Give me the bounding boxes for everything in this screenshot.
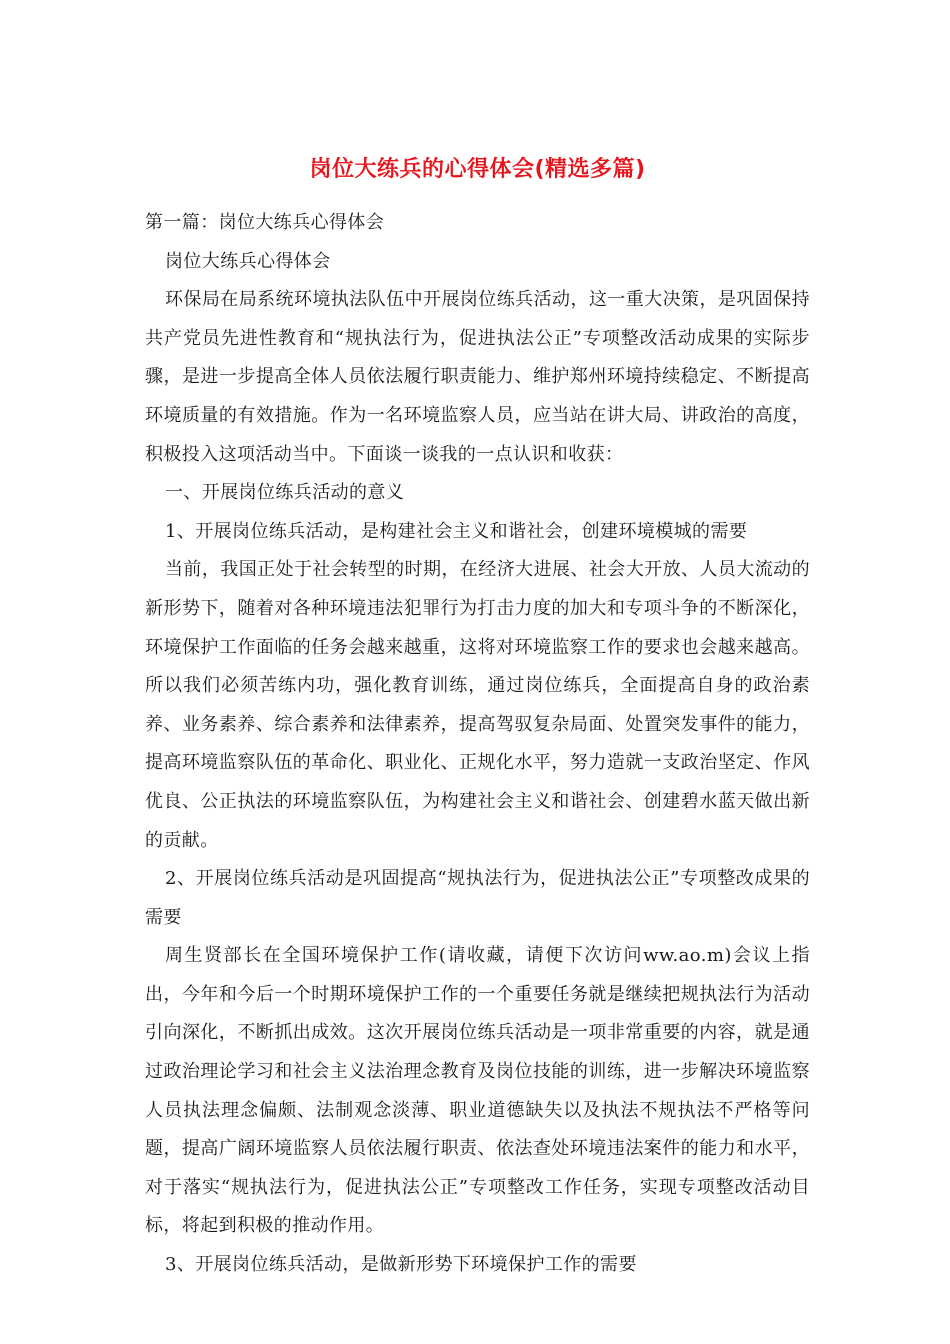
paragraph-intro: 环保局在局系统环境执法队伍中开展岗位练兵活动，这一重大决策，是巩固保持共产党员先进性教育和“规执法行为，促进执法公正”专项整改活动成果的实际步骤，是进一步提高全体人员依法履行职责能力、维护郑州环境持续稳定、不断提高环境质量的有效措施。作为一名环境监察人员，应当站在讲大局、讲政治的高度，积极投入这项活动当中。下面谈一谈我的一点认识和收获： — [145, 289, 810, 465]
heading-significance: 一、开展岗位练兵活动的意义 — [165, 482, 405, 504]
subtitle: 岗位大练兵心得体会 — [165, 250, 331, 272]
document-page — [145, 150, 810, 1285]
section-heading: 第一篇：岗位大练兵心得体会 — [145, 212, 385, 233]
paragraph-point-1: 当前，我国正处于社会转型的时期，在经济大进展、社会大开放、人员大流动的新形势下，随着对各种环境违法犯罪行为打击力度的加大和专项斗争的不断深化，环境保护工作面临的任务会越来越重，这将对环境监察工作的要求也会越来越高。所以我们必须苦练内功，强化教育训练，通过岗位练兵，全面提高自身的政治素养、业务素养、综合素养和法律素养，提高驾驭复杂局面、处置突发事件的能力，提高环境监察队伍的革命化、职业化、正规化水平，努力造就一支政治坚定、作风优良、公正执法的环境监察队伍，为构建社会主义和谐社会、创建碧水蓝天做出新的贡献。 — [145, 559, 810, 851]
document-title: 岗位大练兵的心得体会(精选多篇) — [309, 157, 646, 182]
paragraph-point-2: 周生贤部长在全国环境保护工作(请收藏，请便下次访问ww.ao.m)会议上指出，今年和今后一个时期环境保护工作的一个重要任务就是继续把规执法行为活动引向深化，不断抓出成效。这次开展岗位练兵活动是一项非常重要的内容，就是通过政治理论学习和社会主义法治理念教育及岗位技能的训练，进一步解决环境监察人员执法理念偏颇、法制观念淡薄、职业道德缺失以及执法不规执法不严格等问题，提高广阔环境监察人员依法履行职责、依法查处环境违法案件的能力和水平，对于落实“规执法行为，促进执法公正”专项整改工作任务，实现专项整改活动目标，将起到积极的推动作用。 — [145, 945, 810, 1237]
point-3-heading: 3、开展岗位练兵活动，是做新形势下环境保护工作的需要 — [165, 1254, 637, 1276]
point-1-heading: 1、开展岗位练兵活动，是构建社会主义和谐社会，创建环境模城的需要 — [165, 520, 748, 542]
point-2-heading: 2、开展岗位练兵活动是巩固提高“规执法行为，促进执法公正”专项整改成果的需要 — [145, 868, 810, 928]
